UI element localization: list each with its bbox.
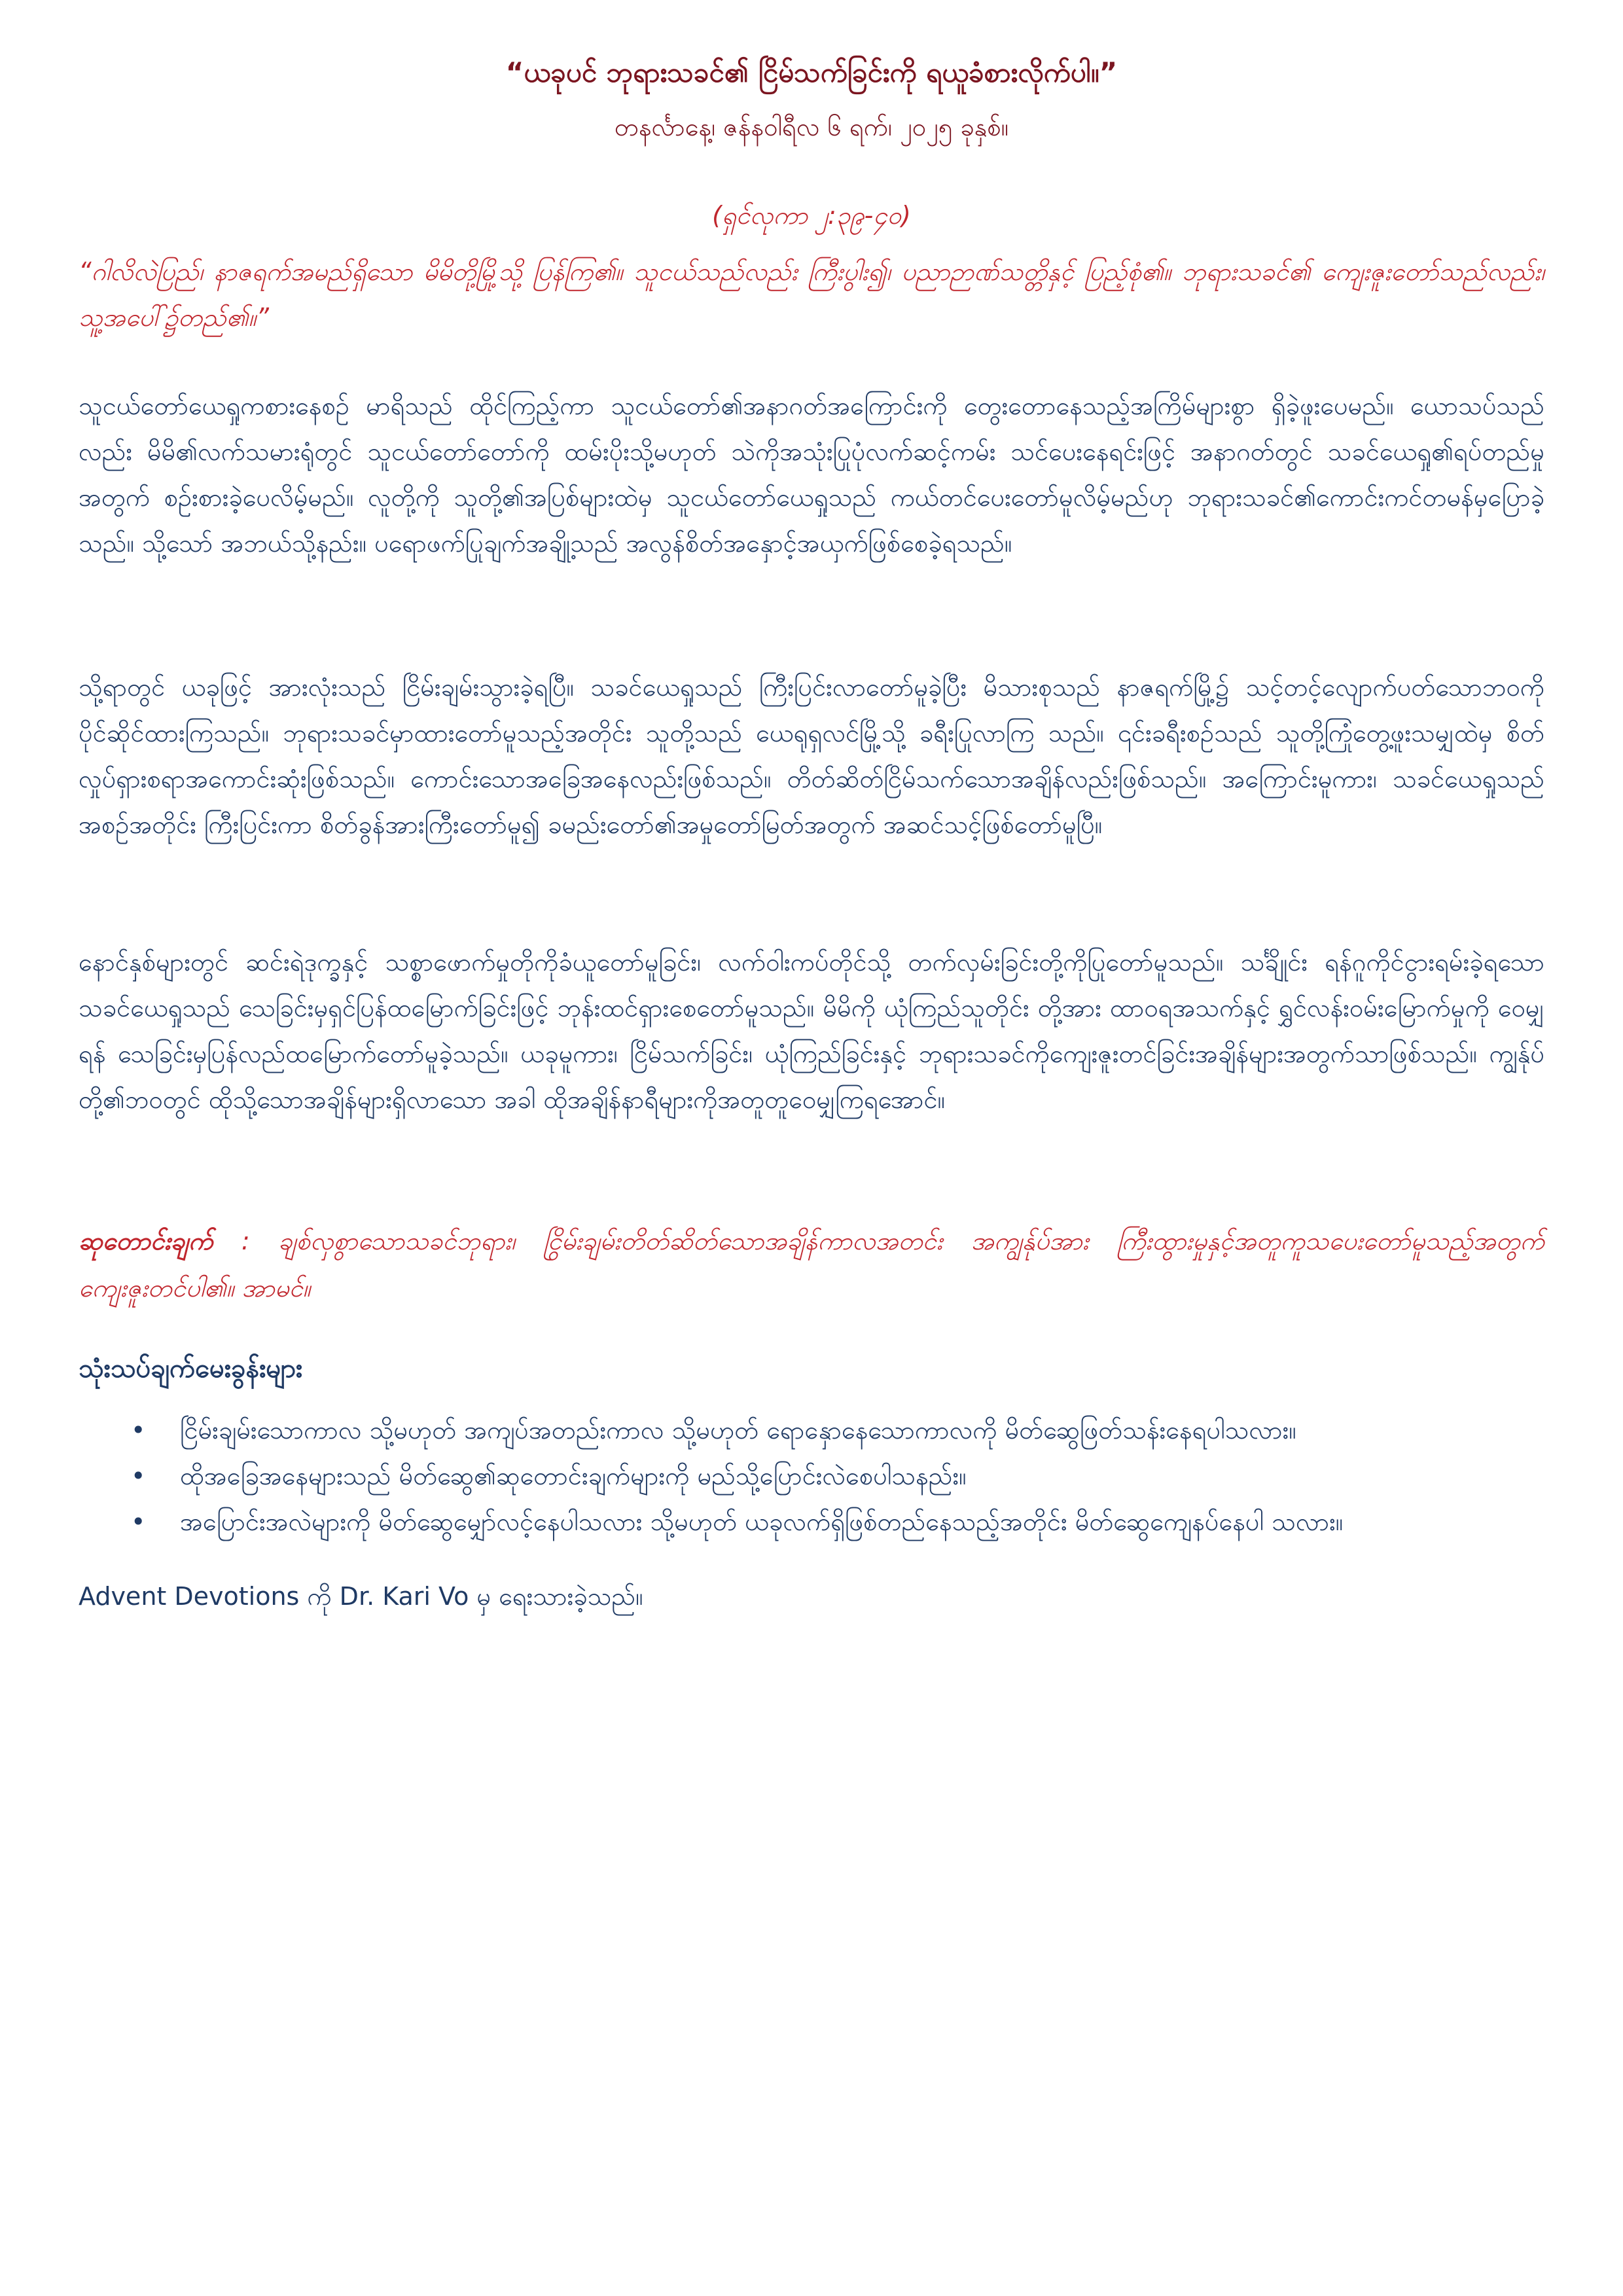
scripture-quote: “ဂါလိလဲပြည်၊ နာဇရက်အမည်ရှိသော မိမိတို့မြို့သို့ ပြန်ကြ၏။ သူငယ်သည်လည်း ကြီးပွါး၍၊ ပညာဉာဏ်သတ္တိနှင့် ပြည့်စုံ၏။ ဘုရားသခင်၏ ကျေးဇူးတော်သည်လည်း၊ သူ့အပေါ်၌တည်၏။” — [79, 257, 1544, 332]
list-item — [131, 1453, 1544, 1499]
list-item — [131, 1499, 1544, 1545]
body-paragraph-2: သို့ရာတွင် ယခုဖြင့် အားလုံးသည် ငြိမ်းချမ်းသွားခဲ့ရပြီ။ သခင်ယေရှုသည် ကြီးပြင်းလာတော်မူခဲ့ပြီး မိသားစုသည် နာဇရက်မြို့၌ သင့်တင့်လျောက်ပတ်သောဘဝကို ပိုင်ဆိုင်ထားကြသည်။ ဘုရားသခင်မှာထားတော်မူသည့်အတိုင်း သူတို့သည် ယေရုရှလင်မြို့သို့ ခရီးပြုလာကြ သည်။ ၎င်းခရီးစဉ်သည် သူတို့ကြုံတွေ့ဖူးသမျှထဲမှ စိတ်လှုပ်ရှားစရာအကောင်းဆုံးဖြစ်သည်။ ကောင်းသောအခြေအနေလည်းဖြစ်သည်။ တိတ်ဆိတ်ငြိမ်သက်သောအချိန်လည်းဖြစ်သည်။ အကြောင်းမူကား၊ သခင်ယေရှုသည် အစဉ်အတိုင်း ကြီးပြင်းကာ စိတ်ခွန်အားကြီးတော်မူ၍ ခမည်းတော်၏အမှုတော်မြတ်အတွက် အဆင်သင့်ဖြစ်တော်မူပြီ။ — [79, 673, 1544, 839]
prayer-text: ချစ်လှစွာသောသခင်ဘုရား၊ ငြိမ်းချမ်းတိတ်ဆိတ်သောအချိန်ကာလအတွင်း အကျွန်ုပ်အား ကြီးထွားမှုနှင့်အတူကူသပေးတော်မူသည့်အတွက် ကျေးဇူးတင်ပါ၏။ အာမင်။ — [79, 1227, 1544, 1302]
bullet-icon: • — [131, 1416, 146, 1444]
questions-list — [131, 1407, 1544, 1545]
prayer-label: ဆုတောင်းချက် — [79, 1227, 213, 1255]
date-line: တနင်္လာနေ့၊ ဇန်နဝါရီလ ၆ ရက်၊ ၂၀၂၅ ခုနှစ်။ — [614, 113, 1009, 141]
bullet-icon: • — [131, 1462, 146, 1490]
author-credit: Advent Devotions ကို Dr. Kari Vo မှ ရေးသားခဲ့သည်။ — [79, 1582, 643, 1611]
prayer-block — [79, 1217, 1544, 1312]
body-paragraph-3: နောင်နှစ်များတွင် ဆင်းရဲဒုက္ခနှင့် သစ္စာဖောက်မှုတိုကိုခံယူတော်မူခြင်း၊ လက်ဝါးကပ်တိုင်သို့ တက်လှမ်းခြင်းတို့ကိုပြုတော်မူသည်။ သင်္ချိုင်း ရန်ဂူကိုင်ငွားရမ်းခဲ့ရသော သခင်ယေရှုသည် သေခြင်းမှရှင်ပြန်ထမြောက်ခြင်းဖြင့် ဘုန်းထင်ရှားစေတော်မူသည်။ မိမိကို ယုံကြည်သူတိုင်း တို့အား ထာဝရအသက်နှင့် ရွှင်လန်းဝမ်းမြောက်မှုကို ဝေမျှရန် သေခြင်းမှပြန်လည်ထမြောက်တော်မူခဲ့သည်။ ယခုမူကား၊ ငြိမ်သက်ခြင်း၊ ယုံကြည်ခြင်းနှင့် ဘုရားသခင်ကိုကျေးဇူးတင်ခြင်းအချိန်များအတွက်သာဖြစ်သည်။ ကျွန်ုပ်တို့၏ဘဝတွင် ထိုသို့သောအချိန်များရှိလာသော အခါ ထိုအချိန်နာရီများကိုအတူတူဝေမျှကြရအောင်။ — [79, 948, 1544, 1114]
page-title: “ယခုပင် ဘုရားသခင်၏ ငြိမ်သက်ခြင်းကို ရယူခံစားလိုက်ပါ။” — [505, 56, 1118, 88]
body-paragraph-1: သူငယ်တော်ယေရှုကစားနေစဉ် မာရိသည် ထိုင်ကြည့်ကာ သူငယ်တော်၏အနာဂတ်အကြောင်းကို တွေးတောနေသည့်အကြိမ်များစွာ ရှိခဲ့ဖူးပေမည်။ ယောသပ်သည်လည်း မိမိ၏လက်သမားရုံတွင် သူငယ်တော်တော်ကို ထမ်းပိုးသို့မဟုတ် သဲကိုအသုံးပြုပုံလက်ဆင့်ကမ်း သင်ပေးနေရင်းဖြင့် အနာဂတ်တွင် သခင်ယေရှု၏ရပ်တည်မှုအတွက် စဉ်းစားခဲ့ပေလိမ့်မည်။ လူတို့ကို သူတို့၏အပြစ်များထဲမှ သူငယ်တော်ယေရှုသည် ကယ်တင်ပေးတော်မူလိမ့်မည်ဟု ဘုရားသခင်၏ကောင်းကင်တမန်မှပြောခဲ့သည်။ သို့သော် အဘယ်သို့နည်း။ ပရောဖက်ပြုချက်အချို့သည် အလွန်စိတ်အနှောင့်အယှက်ဖြစ်စေခဲ့ရသည်။ — [79, 391, 1544, 558]
question-text: ထိုအခြေအနေများသည် မိတ်ဆွေ၏ဆုတောင်းချက်များကို မည်သို့ပြောင်းလဲစေပါသနည်း။ — [180, 1462, 967, 1490]
list-item — [131, 1407, 1544, 1453]
prayer-separator: : — [213, 1227, 279, 1255]
question-text: ငြိမ်းချမ်းသောကာလ သို့မဟုတ် အကျပ်အတည်းကာလ သို့မဟုတ် ရောနှောနေသောကာလကို မိတ်ဆွေဖြတ်သန်းနေရပါသလား။ — [180, 1416, 1296, 1444]
question-text: အပြောင်းအလဲများကို မိတ်ဆွေမျှော်လင့်နေပါသလား သို့မဟုတ် ယခုလက်ရှိဖြစ်တည်နေသည့်အတိုင်း မိတ်ဆွေကျေနပ်နေပါ သလား။ — [180, 1507, 1344, 1536]
questions-heading: သုံးသပ်ချက်မေးခွန်းများ — [79, 1354, 303, 1384]
scripture-reference: (ရှင်လုကာ ၂:၃၉-၄၀) — [712, 201, 911, 230]
bullet-icon: • — [131, 1507, 146, 1536]
